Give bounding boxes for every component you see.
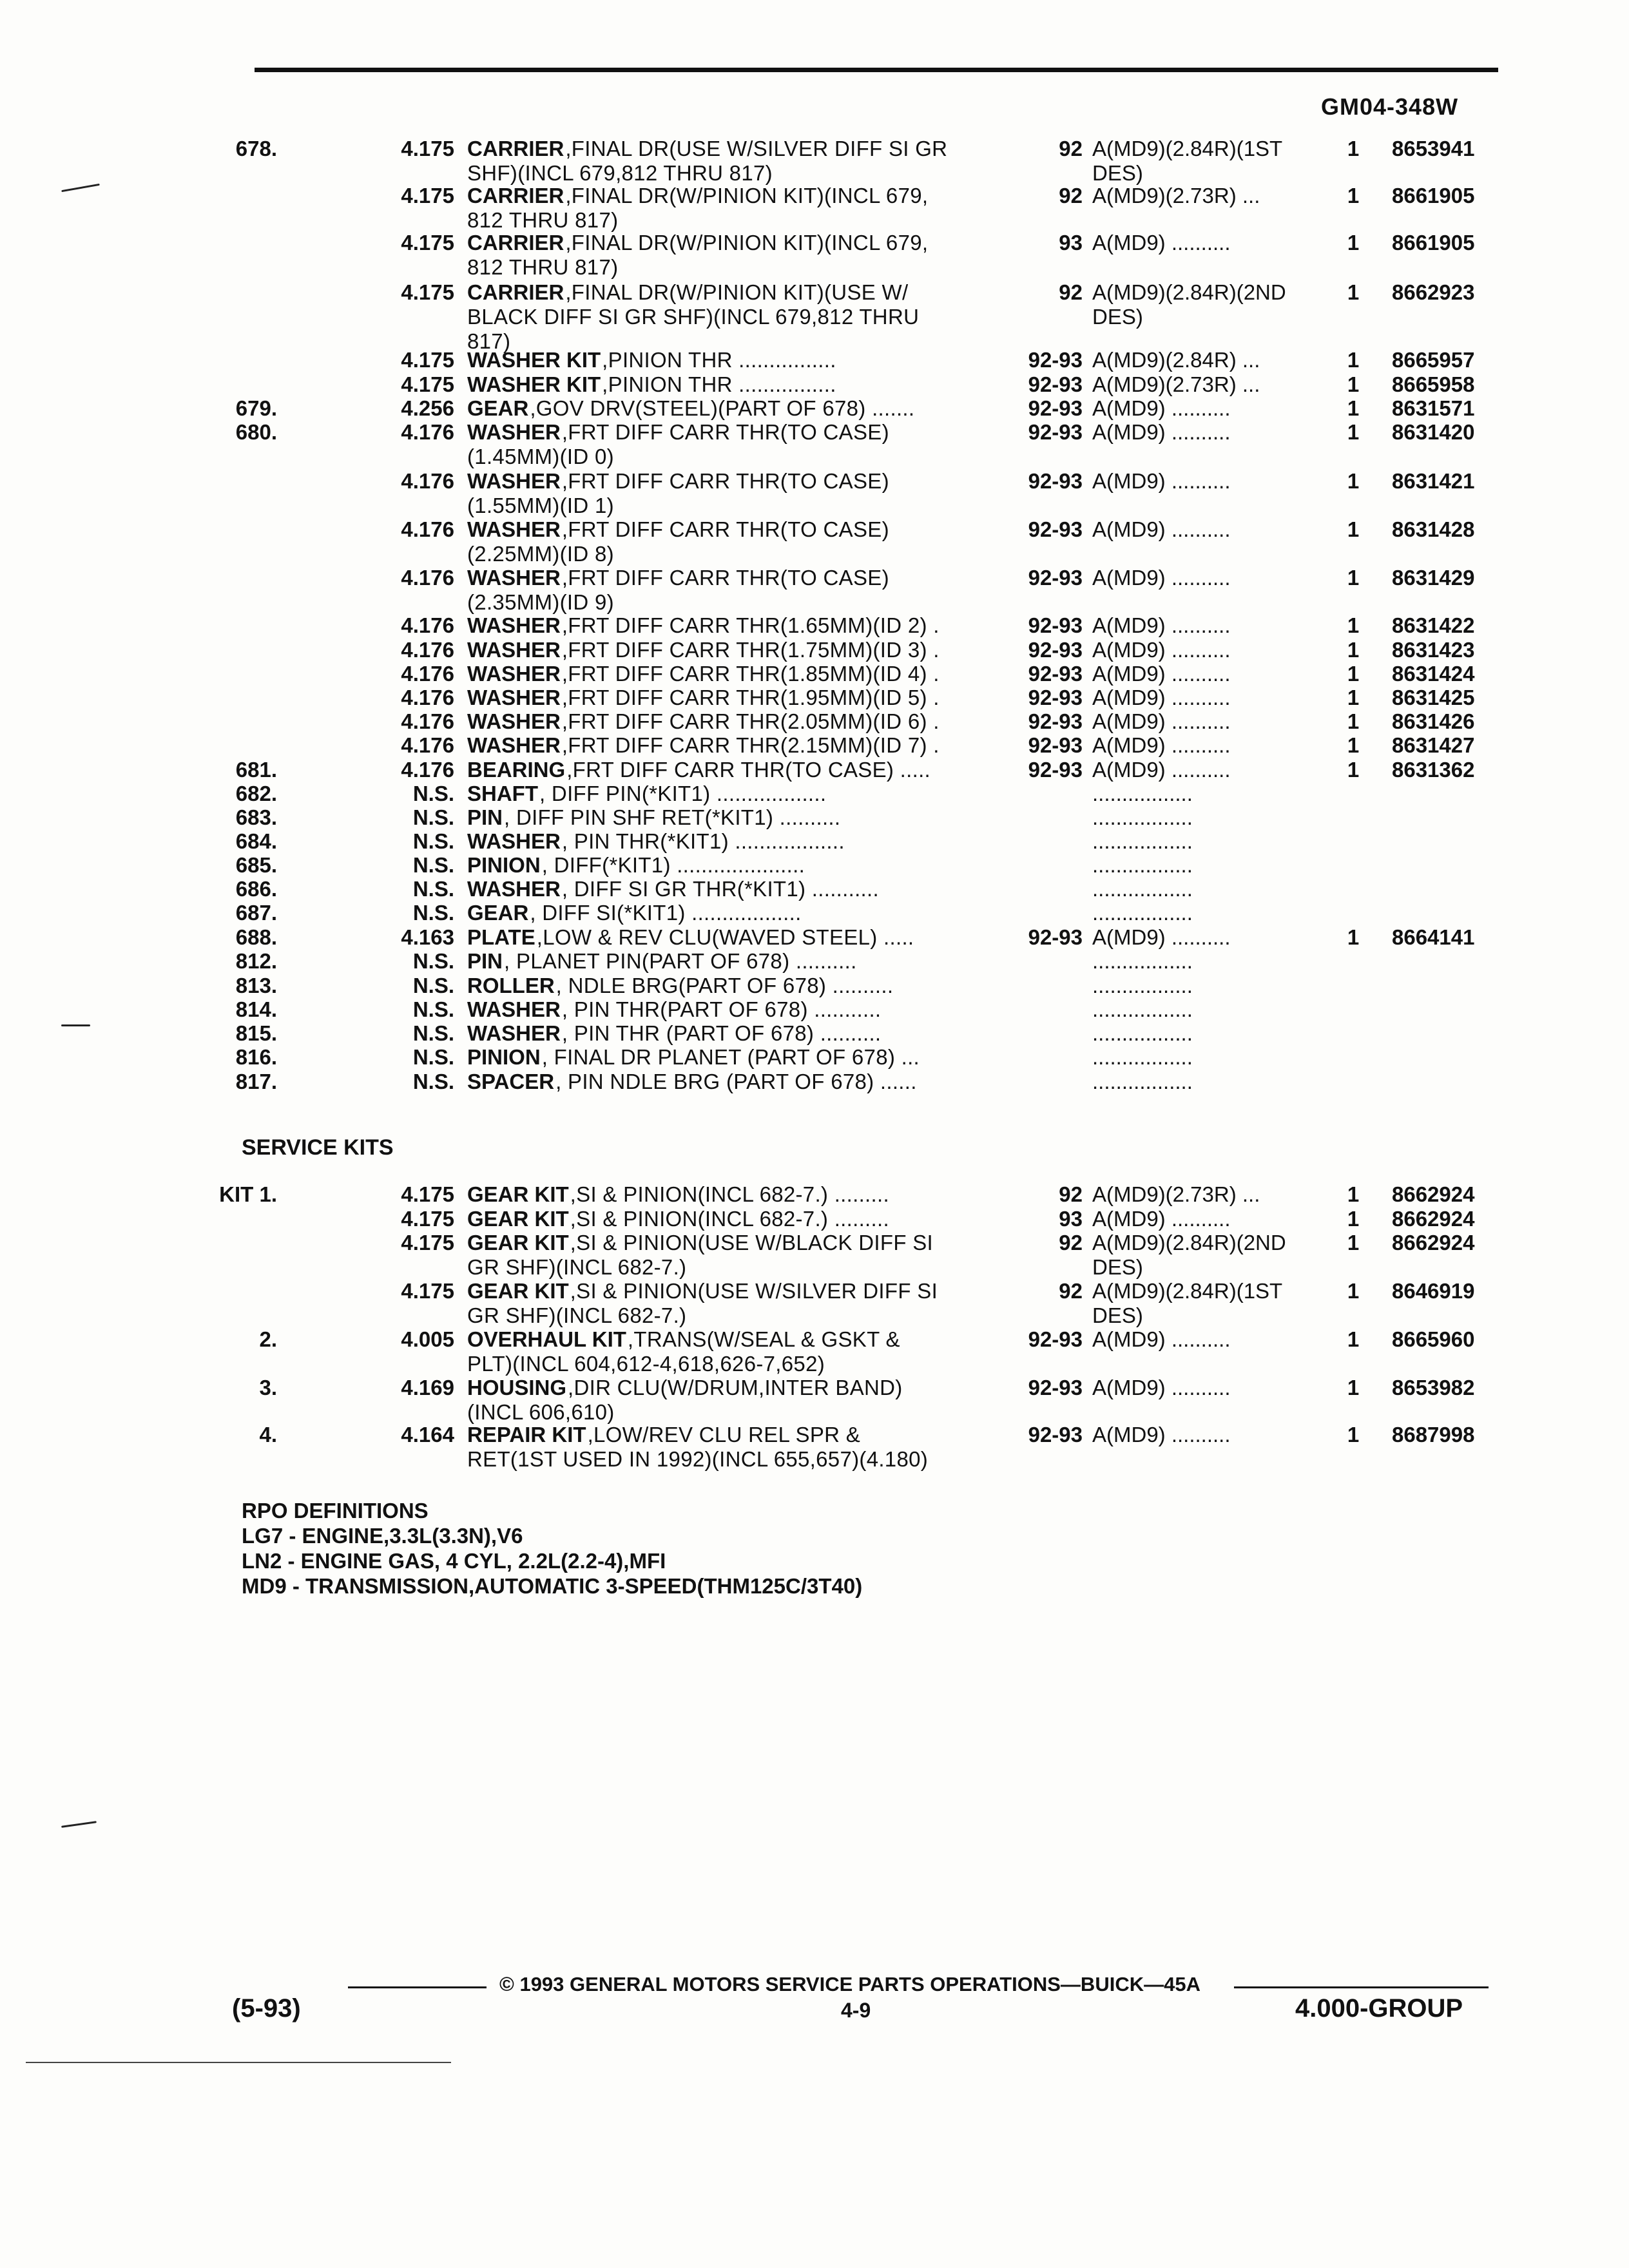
model-year: 92-93 bbox=[1028, 566, 1083, 590]
model-year: 92 bbox=[1059, 184, 1083, 207]
part-description: ,SI & PINION(USE W/BLACK DIFF SI GR SHF)(INCL 682-7.) bbox=[467, 1231, 934, 1279]
group-number: 4.176 bbox=[401, 686, 454, 709]
footer-page-number: 4-9 bbox=[841, 1999, 871, 2022]
part-name: WASHER bbox=[467, 877, 561, 901]
group-number: N.S. bbox=[412, 853, 454, 877]
rpo-title: RPO DEFINITIONS bbox=[242, 1499, 429, 1523]
part-name: CARRIER bbox=[467, 184, 564, 207]
model-code: A(MD9) .......... bbox=[1092, 469, 1231, 493]
group-number: N.S. bbox=[412, 805, 454, 829]
model-code: ................. bbox=[1092, 782, 1193, 805]
part-description: ,FINAL DR(W/PINION KIT)(INCL 679, 812 THRU 817) bbox=[467, 231, 929, 279]
footer-group: 4.000-GROUP bbox=[1295, 1994, 1463, 2023]
document-code: GM04-348W bbox=[1321, 93, 1459, 120]
model-code: A(MD9) .......... bbox=[1092, 638, 1231, 662]
part-number: 8631420 bbox=[1392, 420, 1475, 444]
model-year: 92-93 bbox=[1028, 517, 1083, 541]
part-number: 8662924 bbox=[1392, 1207, 1475, 1231]
model-code: ................. bbox=[1092, 805, 1193, 829]
part-description: ,SI & PINION(INCL 682-7.) ......... bbox=[570, 1207, 889, 1231]
part-number: 8631422 bbox=[1392, 613, 1475, 637]
quantity: 1 bbox=[1347, 348, 1360, 372]
ref-number: 678. bbox=[235, 137, 277, 160]
ref-number: 817. bbox=[235, 1070, 277, 1093]
quantity: 1 bbox=[1347, 709, 1360, 733]
quantity: 1 bbox=[1347, 1423, 1360, 1446]
quantity: 1 bbox=[1347, 137, 1360, 160]
part-name: GEAR KIT bbox=[467, 1231, 569, 1254]
model-year: 92-93 bbox=[1028, 1327, 1083, 1351]
model-code: A(MD9)(2.84R) ... bbox=[1092, 348, 1260, 372]
model-code: ................. bbox=[1092, 1021, 1193, 1045]
part-description: ,FRT DIFF CARR THR(TO CASE) (2.35MM)(ID 9) bbox=[467, 566, 889, 614]
part-number: 8631362 bbox=[1392, 758, 1475, 782]
part-number: 8662923 bbox=[1392, 280, 1475, 304]
group-number: 4.175 bbox=[401, 372, 454, 396]
model-year: 93 bbox=[1059, 1207, 1083, 1231]
group-number: 4.176 bbox=[401, 517, 454, 541]
rpo-line: LN2 - ENGINE GAS, 4 CYL, 2.2L(2.2-4),MFI bbox=[242, 1549, 666, 1573]
model-code: ................. bbox=[1092, 949, 1193, 973]
ref-number: 679. bbox=[235, 396, 277, 420]
part-description: ,SI & PINION(INCL 682-7.) ......... bbox=[570, 1182, 889, 1206]
part-number: 8661905 bbox=[1392, 231, 1475, 255]
part-description: ,FRT DIFF CARR THR(2.15MM)(ID 7) . bbox=[561, 733, 940, 757]
model-year: 92-93 bbox=[1028, 1376, 1083, 1399]
model-code: ................. bbox=[1092, 829, 1193, 853]
part-name: SHAFT bbox=[467, 782, 538, 805]
model-year: 92 bbox=[1059, 1182, 1083, 1206]
part-number: 8631428 bbox=[1392, 517, 1475, 541]
model-year: 92 bbox=[1059, 1279, 1083, 1303]
group-number: N.S. bbox=[412, 997, 454, 1021]
part-name: BEARING bbox=[467, 758, 566, 782]
group-number: N.S. bbox=[412, 782, 454, 805]
model-code: A(MD9)(2.73R) ... bbox=[1092, 1182, 1260, 1206]
group-number: 4.176 bbox=[401, 566, 454, 590]
part-name: WASHER bbox=[467, 613, 561, 637]
model-year: 92-93 bbox=[1028, 420, 1083, 444]
ref-number: 684. bbox=[235, 829, 277, 853]
part-name: CARRIER bbox=[467, 280, 564, 304]
quantity: 1 bbox=[1347, 1207, 1360, 1231]
ref-number: KIT 1. bbox=[219, 1182, 277, 1206]
quantity: 1 bbox=[1347, 566, 1360, 590]
model-code: A(MD9) .......... bbox=[1092, 566, 1231, 590]
part-name: ROLLER bbox=[467, 974, 555, 997]
quantity: 1 bbox=[1347, 420, 1360, 444]
part-number: 8665960 bbox=[1392, 1327, 1475, 1351]
model-code: ................. bbox=[1092, 1070, 1193, 1093]
part-name: WASHER bbox=[467, 829, 561, 853]
part-name: CARRIER bbox=[467, 231, 564, 255]
part-description: , FINAL DR PLANET (PART OF 678) ... bbox=[541, 1045, 920, 1069]
group-number: 4.005 bbox=[401, 1327, 454, 1351]
part-description: , PIN THR(PART OF 678) ........... bbox=[561, 997, 882, 1021]
quantity: 1 bbox=[1347, 184, 1360, 207]
part-name: CARRIER bbox=[467, 137, 564, 160]
quantity: 1 bbox=[1347, 372, 1360, 396]
ref-number: 686. bbox=[235, 877, 277, 901]
part-description: , NDLE BRG(PART OF 678) .......... bbox=[555, 974, 894, 997]
quantity: 1 bbox=[1347, 638, 1360, 662]
part-description: ,FRT DIFF CARR THR(TO CASE) (2.25MM)(ID 8) bbox=[467, 517, 889, 566]
ref-number: 813. bbox=[235, 974, 277, 997]
part-number: 8662924 bbox=[1392, 1231, 1475, 1254]
margin-mark bbox=[61, 1024, 90, 1026]
rpo-line: LG7 - ENGINE,3.3L(3.3N),V6 bbox=[242, 1524, 523, 1548]
group-number: N.S. bbox=[412, 877, 454, 901]
margin-mark bbox=[61, 1821, 97, 1828]
model-code: ................. bbox=[1092, 974, 1193, 997]
group-number: 4.176 bbox=[401, 733, 454, 757]
part-name: WASHER bbox=[467, 662, 561, 686]
part-description: ,FRT DIFF CARR THR(TO CASE) (1.45MM)(ID 0) bbox=[467, 420, 889, 468]
part-number: 8631427 bbox=[1392, 733, 1475, 757]
group-number: 4.175 bbox=[401, 231, 454, 255]
part-name: PIN bbox=[467, 949, 503, 973]
model-code: A(MD9)(2.84R)(1ST DES) bbox=[1092, 1279, 1283, 1327]
footer-copyright: © 1993 GENERAL MOTORS SERVICE PARTS OPERATIONS—BUICK—45A bbox=[499, 1973, 1200, 1995]
part-number: 8662924 bbox=[1392, 1182, 1475, 1206]
model-year: 92-93 bbox=[1028, 469, 1083, 493]
part-description: , DIFF(*KIT1) ..................... bbox=[541, 853, 805, 877]
ref-number: 682. bbox=[235, 782, 277, 805]
part-number: 8631426 bbox=[1392, 709, 1475, 733]
model-code: A(MD9)(2.84R)(2ND DES) bbox=[1092, 1231, 1286, 1279]
part-name: WASHER KIT bbox=[467, 372, 601, 396]
part-name: WASHER bbox=[467, 1021, 561, 1045]
ref-number: 816. bbox=[235, 1045, 277, 1069]
part-number: 8631425 bbox=[1392, 686, 1475, 709]
group-number: 4.175 bbox=[401, 1279, 454, 1303]
footer-date: (5-93) bbox=[232, 1994, 301, 2023]
model-year: 92-93 bbox=[1028, 638, 1083, 662]
quantity: 1 bbox=[1347, 396, 1360, 420]
group-number: N.S. bbox=[412, 1070, 454, 1093]
model-code: A(MD9) .......... bbox=[1092, 396, 1231, 420]
part-description: ,SI & PINION(USE W/SILVER DIFF SI GR SHF)(INCL 682-7.) bbox=[467, 1279, 938, 1327]
group-number: 4.256 bbox=[401, 396, 454, 420]
group-number: 4.175 bbox=[401, 348, 454, 372]
quantity: 1 bbox=[1347, 517, 1360, 541]
quantity: 1 bbox=[1347, 280, 1360, 304]
part-description: ,FINAL DR(W/PINION KIT)(USE W/ BLACK DIFF SI GR SHF)(INCL 679,812 THRU 817) bbox=[467, 280, 920, 353]
service-kits-title: SERVICE KITS bbox=[242, 1135, 394, 1160]
model-year: 92-93 bbox=[1028, 396, 1083, 420]
group-number: 4.175 bbox=[401, 1182, 454, 1206]
part-name: PINION bbox=[467, 1045, 541, 1069]
quantity: 1 bbox=[1347, 1327, 1360, 1351]
ref-number: 3. bbox=[259, 1376, 277, 1399]
quantity: 1 bbox=[1347, 925, 1360, 949]
group-number: 4.176 bbox=[401, 469, 454, 493]
group-number: 4.175 bbox=[401, 280, 454, 304]
part-description: ,LOW & REV CLU(WAVED STEEL) ..... bbox=[536, 925, 914, 949]
part-description: , PIN NDLE BRG (PART OF 678) ...... bbox=[555, 1070, 917, 1093]
part-number: 8665957 bbox=[1392, 348, 1475, 372]
quantity: 1 bbox=[1347, 469, 1360, 493]
part-name: WASHER bbox=[467, 566, 561, 590]
part-number: 8653982 bbox=[1392, 1376, 1475, 1399]
part-number: 8631571 bbox=[1392, 396, 1475, 420]
part-description: ,GOV DRV(STEEL)(PART OF 678) ....... bbox=[530, 396, 915, 420]
group-number: 4.176 bbox=[401, 613, 454, 637]
model-year: 92-93 bbox=[1028, 662, 1083, 686]
part-number: 8631423 bbox=[1392, 638, 1475, 662]
ref-number: 814. bbox=[235, 997, 277, 1021]
part-description: ,TRANS(W/SEAL & GSKT & PLT)(INCL 604,612-4,618,626-7,652) bbox=[467, 1327, 900, 1376]
model-code: A(MD9)(2.73R) ... bbox=[1092, 372, 1260, 396]
model-year: 92-93 bbox=[1028, 733, 1083, 757]
part-description: , DIFF SI(*KIT1) .................. bbox=[530, 901, 802, 925]
quantity: 1 bbox=[1347, 1231, 1360, 1254]
model-year: 92 bbox=[1059, 280, 1083, 304]
part-name: WASHER bbox=[467, 517, 561, 541]
model-year: 92-93 bbox=[1028, 925, 1083, 949]
part-description: ,FINAL DR(USE W/SILVER DIFF SI GR SHF)(INCL 679,812 THRU 817) bbox=[467, 137, 948, 185]
ref-number: 4. bbox=[259, 1423, 277, 1446]
model-code: A(MD9) .......... bbox=[1092, 686, 1231, 709]
model-code: A(MD9) .......... bbox=[1092, 1423, 1231, 1446]
model-code: A(MD9) .......... bbox=[1092, 1207, 1231, 1231]
model-code: A(MD9) .......... bbox=[1092, 733, 1231, 757]
part-description: ,FRT DIFF CARR THR(1.85MM)(ID 4) . bbox=[561, 662, 940, 686]
model-code: ................. bbox=[1092, 877, 1193, 901]
ref-number: 2. bbox=[259, 1327, 277, 1351]
part-name: WASHER bbox=[467, 733, 561, 757]
model-year: 92-93 bbox=[1028, 758, 1083, 782]
part-number: 8631424 bbox=[1392, 662, 1475, 686]
part-description: ,FRT DIFF CARR THR(1.95MM)(ID 5) . bbox=[561, 686, 940, 709]
part-name: PLATE bbox=[467, 925, 535, 949]
part-name: GEAR KIT bbox=[467, 1207, 569, 1231]
quantity: 1 bbox=[1347, 686, 1360, 709]
quantity: 1 bbox=[1347, 613, 1360, 637]
part-description: ,PINION THR ................ bbox=[602, 372, 836, 396]
part-name: WASHER bbox=[467, 709, 561, 733]
part-description: ,FRT DIFF CARR THR(2.05MM)(ID 6) . bbox=[561, 709, 940, 733]
part-number: 8687998 bbox=[1392, 1423, 1475, 1446]
part-description: ,DIR CLU(W/DRUM,INTER BAND) (INCL 606,610) bbox=[467, 1376, 903, 1424]
part-description: , PIN THR(*KIT1) .................. bbox=[561, 829, 845, 853]
margin-mark bbox=[61, 184, 100, 192]
model-code: ................. bbox=[1092, 901, 1193, 925]
part-description: ,FRT DIFF CARR THR(1.75MM)(ID 3) . bbox=[561, 638, 940, 662]
ref-number: 680. bbox=[235, 420, 277, 444]
part-description: ,FRT DIFF CARR THR(1.65MM)(ID 2) . bbox=[561, 613, 940, 637]
model-year: 92 bbox=[1059, 1231, 1083, 1254]
part-name: WASHER KIT bbox=[467, 348, 601, 372]
model-code: A(MD9) .......... bbox=[1092, 517, 1231, 541]
model-year: 93 bbox=[1059, 231, 1083, 255]
model-code: A(MD9) .......... bbox=[1092, 709, 1231, 733]
part-name: WASHER bbox=[467, 997, 561, 1021]
part-name: REPAIR KIT bbox=[467, 1423, 586, 1446]
ref-number: 683. bbox=[235, 805, 277, 829]
ref-number: 688. bbox=[235, 925, 277, 949]
model-year: 92-93 bbox=[1028, 686, 1083, 709]
group-number: 4.176 bbox=[401, 638, 454, 662]
model-year: 92-93 bbox=[1028, 348, 1083, 372]
model-code: ................. bbox=[1092, 1045, 1193, 1069]
group-number: N.S. bbox=[412, 949, 454, 973]
bottom-scan-rule bbox=[26, 2062, 451, 2063]
part-number: 8631421 bbox=[1392, 469, 1475, 493]
rpo-definitions bbox=[242, 1498, 862, 1599]
model-code: A(MD9) .......... bbox=[1092, 420, 1231, 444]
group-number: 4.169 bbox=[401, 1376, 454, 1399]
model-year: 92 bbox=[1059, 137, 1083, 160]
part-name: OVERHAUL KIT bbox=[467, 1327, 626, 1351]
part-number: 8664141 bbox=[1392, 925, 1475, 949]
group-number: 4.176 bbox=[401, 420, 454, 444]
part-description: , DIFF PIN SHF RET(*KIT1) .......... bbox=[504, 805, 841, 829]
group-number: 4.175 bbox=[401, 1207, 454, 1231]
group-number: N.S. bbox=[412, 1021, 454, 1045]
model-code: A(MD9)(2.73R) ... bbox=[1092, 184, 1260, 207]
part-description: ,FRT DIFF CARR THR(TO CASE) ..... bbox=[566, 758, 931, 782]
model-code: A(MD9) .......... bbox=[1092, 231, 1231, 255]
part-name: PINION bbox=[467, 853, 541, 877]
model-code: A(MD9)(2.84R)(1ST DES) bbox=[1092, 137, 1283, 185]
part-name: WASHER bbox=[467, 638, 561, 662]
model-code: A(MD9) .......... bbox=[1092, 758, 1231, 782]
part-description: ,LOW/REV CLU REL SPR & RET(1ST USED IN 1992)(INCL 655,657)(4.180) bbox=[467, 1423, 929, 1471]
model-code: A(MD9) .......... bbox=[1092, 1376, 1231, 1399]
part-name: GEAR bbox=[467, 396, 529, 420]
ref-number: 815. bbox=[235, 1021, 277, 1045]
quantity: 1 bbox=[1347, 1279, 1360, 1303]
model-year: 92-93 bbox=[1028, 372, 1083, 396]
group-number: N.S. bbox=[412, 901, 454, 925]
part-name: PIN bbox=[467, 805, 503, 829]
group-number: 4.176 bbox=[401, 709, 454, 733]
part-description: , DIFF PIN(*KIT1) .................. bbox=[539, 782, 827, 805]
part-name: WASHER bbox=[467, 469, 561, 493]
part-number: 8646919 bbox=[1392, 1279, 1475, 1303]
group-number: N.S. bbox=[412, 974, 454, 997]
footer-rule-right bbox=[1234, 1986, 1489, 1988]
group-number: N.S. bbox=[412, 1045, 454, 1069]
group-number: 4.176 bbox=[401, 662, 454, 686]
part-description: ,FRT DIFF CARR THR(TO CASE) (1.55MM)(ID 1) bbox=[467, 469, 889, 517]
part-name: GEAR KIT bbox=[467, 1279, 569, 1303]
ref-number: 687. bbox=[235, 901, 277, 925]
quantity: 1 bbox=[1347, 662, 1360, 686]
model-code: A(MD9) .......... bbox=[1092, 613, 1231, 637]
quantity: 1 bbox=[1347, 758, 1360, 782]
part-name: GEAR bbox=[467, 901, 529, 925]
quantity: 1 bbox=[1347, 231, 1360, 255]
model-year: 92-93 bbox=[1028, 613, 1083, 637]
group-number: 4.163 bbox=[401, 925, 454, 949]
group-number: 4.175 bbox=[401, 1231, 454, 1254]
part-description: ,PINION THR ................ bbox=[602, 348, 836, 372]
part-name: WASHER bbox=[467, 420, 561, 444]
part-number: 8631429 bbox=[1392, 566, 1475, 590]
part-number: 8665958 bbox=[1392, 372, 1475, 396]
quantity: 1 bbox=[1347, 733, 1360, 757]
model-code: ................. bbox=[1092, 997, 1193, 1021]
group-number: 4.164 bbox=[401, 1423, 454, 1446]
top-rule bbox=[255, 68, 1498, 72]
group-number: N.S. bbox=[412, 829, 454, 853]
model-year: 92-93 bbox=[1028, 709, 1083, 733]
model-code: A(MD9) .......... bbox=[1092, 1327, 1231, 1351]
group-number: 4.175 bbox=[401, 137, 454, 160]
part-description: ,FINAL DR(W/PINION KIT)(INCL 679, 812 THRU 817) bbox=[467, 184, 929, 232]
ref-number: 812. bbox=[235, 949, 277, 973]
group-number: 4.176 bbox=[401, 758, 454, 782]
quantity: 1 bbox=[1347, 1182, 1360, 1206]
footer-rule-left bbox=[348, 1986, 487, 1988]
model-code: A(MD9) .......... bbox=[1092, 662, 1231, 686]
part-name: SPACER bbox=[467, 1070, 555, 1093]
ref-number: 681. bbox=[235, 758, 277, 782]
part-description: , PLANET PIN(PART OF 678) .......... bbox=[504, 949, 857, 973]
group-number: 4.175 bbox=[401, 184, 454, 207]
model-code: A(MD9) .......... bbox=[1092, 925, 1231, 949]
part-description: , PIN THR (PART OF 678) .......... bbox=[561, 1021, 882, 1045]
model-code: ................. bbox=[1092, 853, 1193, 877]
part-number: 8653941 bbox=[1392, 137, 1475, 160]
part-name: WASHER bbox=[467, 686, 561, 709]
rpo-line: MD9 - TRANSMISSION,AUTOMATIC 3-SPEED(THM125C/3T40) bbox=[242, 1574, 863, 1598]
part-number: 8661905 bbox=[1392, 184, 1475, 207]
ref-number: 685. bbox=[235, 853, 277, 877]
part-name: GEAR KIT bbox=[467, 1182, 569, 1206]
quantity: 1 bbox=[1347, 1376, 1360, 1399]
part-name: HOUSING bbox=[467, 1376, 567, 1399]
model-code: A(MD9)(2.84R)(2ND DES) bbox=[1092, 280, 1286, 329]
part-description: , DIFF SI GR THR(*KIT1) ........... bbox=[561, 877, 879, 901]
model-year: 92-93 bbox=[1028, 1423, 1083, 1446]
